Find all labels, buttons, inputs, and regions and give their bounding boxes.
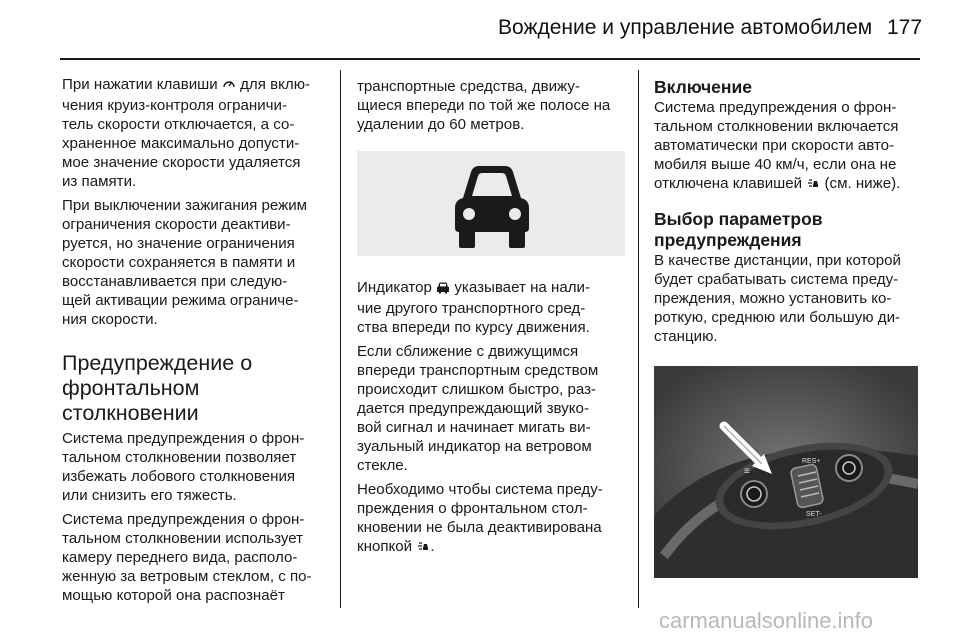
paragraph-cruise-key-rest: чения круиз-контроля ограничи- тель скорости отключается, а со- храненное максимально допусти- мое значение скорости удаляется из памяти.: [62, 97, 301, 190]
paragraph-system-camera: Система предупреждения о фрон- тальном столкновении использует камеру переднего вида, располо- женную за ветровым стеклом, с по- мощью которой она распознаёт: [62, 511, 312, 604]
collision-alert-key-icon: [806, 176, 820, 195]
paragraph-cruise-key: При нажатии клавиши для вклю-: [62, 75, 332, 96]
collision-alert-button-icon: [416, 539, 430, 558]
section-heading-enable: Включение: [654, 77, 752, 97]
column-2: [357, 77, 629, 563]
paragraph-approach-warning: Если сближение с движущимся впереди транспортным средством происходит слишком быстро, раз- дается предупреждающий звуко- вой сигнал и начинает мигать ви- зуальный индикатор на ветровом стекле.: [357, 343, 599, 474]
paragraph-system-purpose: Система предупреждения о фрон- тальном столкновении позволяет избежать лобового столкновения или снизить его тяжесть.: [62, 430, 305, 504]
steering-wheel-photo: [654, 366, 918, 578]
steering-wheel-illustration: [654, 366, 918, 578]
column-divider-1: [340, 70, 341, 608]
paragraph-indicator-rest: чие другого транспортного сред- ства впереди по курсу движения.: [357, 300, 590, 336]
paragraph-vehicles-ahead: транспортные средства, движу- щиеся впереди по той же полосе на удалении до 60 метров.: [357, 78, 611, 133]
wheel-label-set: SET-: [806, 511, 822, 518]
column-divider-2: [638, 70, 639, 608]
vehicle-ahead-icon: [447, 158, 537, 248]
header-divider: [60, 58, 920, 60]
collision-alert-wheel-icon: ≡: [744, 466, 750, 477]
section-heading-warning-settings: Выбор параметров предупреждения: [654, 209, 823, 250]
page-number: 177: [887, 16, 923, 39]
column-1: [62, 75, 332, 610]
column-3: [654, 77, 924, 578]
vehicle-ahead-indicator-figure: [357, 151, 625, 256]
wheel-label-res: RES+: [802, 458, 821, 465]
section-heading-collision-warning: Предупреждение о фронтальном столкновении: [62, 351, 253, 425]
watermark: carmanualsonline.info: [659, 608, 874, 633]
paragraph-enable: Система предупреждения о фрон- тальном столкновении включается автоматически при скорости авто- мобиля выше 40 км/ч, если она не отключена клавишей (см. ниже).: [654, 98, 924, 195]
speedometer-icon: [222, 77, 236, 96]
vehicle-ahead-inline-icon: [436, 280, 450, 299]
page-title: Вождение и управление автомобилем: [498, 16, 873, 39]
paragraph-ignition-off: При выключении зажигания режим ограничения скорости деактиви- руется, но значение ограничения скорости сохраняется в памяти и восстанавливается при следую- щей активации режима ограниче- ния скорости.: [62, 197, 308, 328]
paragraph-not-deactivated: Необходимо чтобы система преду- преждения о фронтальном стол- кновении не была деактивирована кнопкой .: [357, 480, 629, 558]
paragraph-indicator: Индикатор указывает на нали-: [357, 278, 629, 299]
paragraph-distance-settings: В качестве дистанции, при которой будет срабатывать система преду- преждения, можно установить ко- роткую, среднюю или большую ди- станцию.: [654, 252, 901, 345]
